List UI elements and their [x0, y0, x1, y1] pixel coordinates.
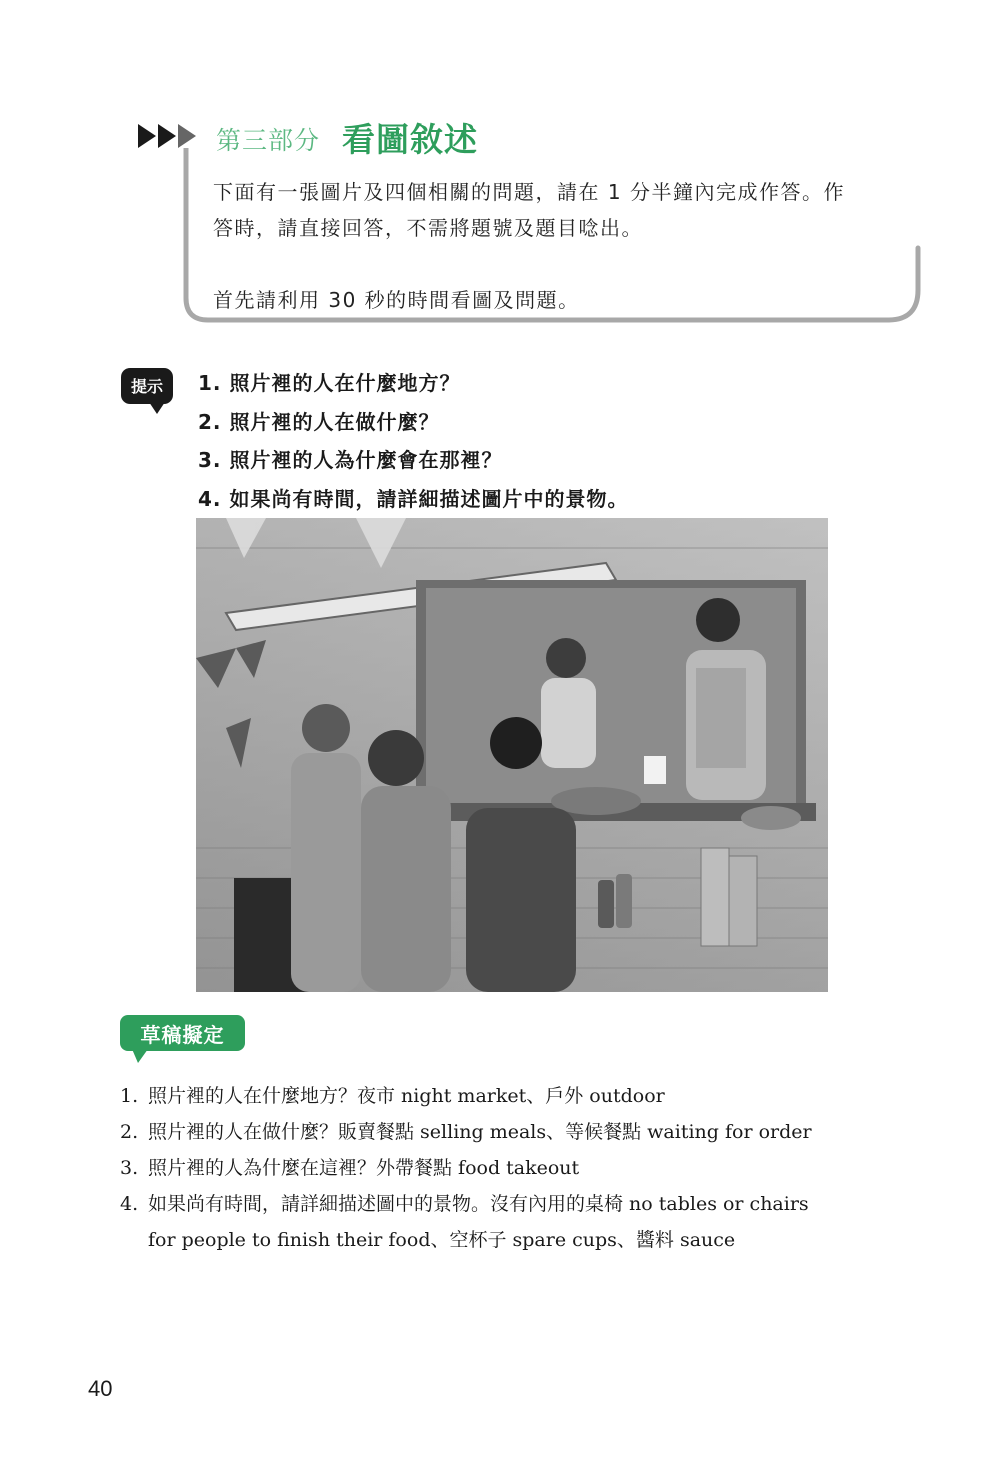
hint-question-4: 4. 如果尚有時間，請詳細描述圖片中的景物。 — [198, 486, 629, 511]
hint-question-1: 1. 照片裡的人在什麼地方？ — [198, 371, 461, 395]
instruction-line-1: 下面有一張圖片及四個相關的問題，請在 1 分半鐘內完成作答。作 — [213, 180, 845, 204]
draft-answer-4 — [120, 1186, 812, 1258]
instruction-box — [183, 148, 921, 330]
draft-answer-3 — [120, 1150, 812, 1186]
food-truck-photo — [196, 518, 828, 992]
draft-answer-number: 1. — [120, 1085, 139, 1107]
draft-answer-number: 2. — [120, 1121, 139, 1143]
draft-answer-text-continued: for people to finish their food、空杯子 spare cups、醬料 sauce — [148, 1229, 736, 1251]
draft-answer-text: 照片裡的人在做什麼？販賣餐點 selling meals、等候餐點 waiting for order — [148, 1121, 812, 1143]
page-number: 40 — [88, 1376, 113, 1401]
draft-answer-text: 如果尚有時間，請詳細描述圖中的景物。沒有內用的桌椅 no tables or chairs — [148, 1193, 809, 1215]
hint-label: 提示 — [130, 377, 163, 396]
draft-answer-text: 照片裡的人為什麼在這裡？外帶餐點 food takeout — [148, 1157, 580, 1179]
draft-answer-1 — [120, 1078, 812, 1114]
section-title: 看圖敘述 — [342, 120, 478, 159]
draft-answer-number: 4. — [120, 1193, 139, 1215]
draft-answer-text: 照片裡的人在什麼地方？夜市 night market、戶外 outdoor — [148, 1085, 665, 1107]
section-part-label: 第三部分 — [216, 126, 321, 155]
triple-play-arrows-icon — [138, 124, 208, 148]
draft-label: 草稿擬定 — [140, 1023, 225, 1047]
instruction-line-2: 答時，請直接回答，不需將題號及題目唸出。 — [213, 216, 643, 240]
draft-badge — [120, 1015, 248, 1065]
instruction-line-3: 首先請利用 30 秒的時間看圖及問題。 — [213, 288, 580, 312]
hint-badge — [121, 368, 173, 416]
draft-answer-list — [120, 1078, 812, 1258]
hint-question-3: 3. 照片裡的人為什麼會在那裡？ — [198, 448, 503, 473]
draft-answer-number: 3. — [120, 1157, 139, 1179]
hint-question-list — [198, 368, 628, 522]
draft-answer-2 — [120, 1114, 812, 1150]
hint-question-2: 2. 照片裡的人在做什麼？ — [198, 409, 440, 434]
